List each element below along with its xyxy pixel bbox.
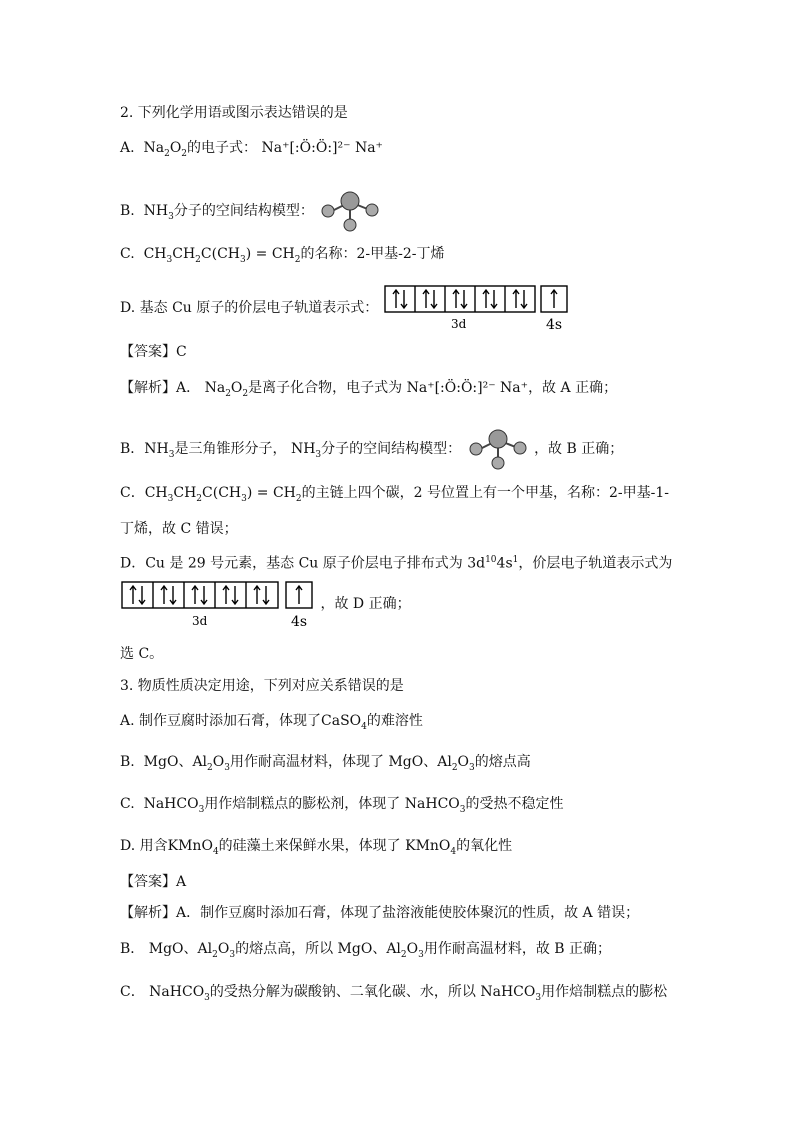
q3-option-d: D. 用含KMnO$_4$的硅藻土来保鲜水果，体现了 KMnO$_4$的氧化性 xyxy=(120,838,513,857)
q2-option-b: B. $NH_3$分子的空间结构模型： xyxy=(120,190,382,232)
q2-explain-b: B．$NH_3$是三角锥形分子， $NH_3$分子的空间结构模型： ，故 B 正确； xyxy=(120,428,623,470)
q3-option-c: C. NaHCO$_3$用作焙制糕点的膨松剂，体现了 NaHCO$_3$的受热不稳定性 xyxy=(120,796,564,815)
q3-answer: 【答案】A xyxy=(120,874,187,890)
q3-option-a: A. 制作豆腐时添加石膏，体现了CaSO$_4$的难溶性 xyxy=(120,713,423,732)
nh3-ball-model-icon xyxy=(466,428,530,470)
na2o2-electron-formula: Na⁺[:Ö:Ö:]²⁻ Na⁺ xyxy=(261,140,383,156)
q2-explain-a: 【解析】A． $Na_2O_2$是离子化合物，电子式为 Na⁺[:Ö:Ö:]²⁻ Na⁺，故 A 正确； xyxy=(120,380,618,399)
q2-answer: 【答案】C xyxy=(120,344,187,360)
q2-explain-c: C．$CH_3CH_2C(CH_3) = CH_2$的主链上四个碳，2 号位置上有一个甲基，名称：2-甲基-1- xyxy=(120,485,669,504)
label-3d: 3d xyxy=(192,614,208,628)
label-3d: 3d xyxy=(450,317,467,331)
q3-option-b: B. MgO、$Al_2O_3$用作耐高温材料，体现了 MgO、$Al_2O_3$的熔点高 xyxy=(120,754,531,773)
q2-option-d: D. 基态 Cu 原子的价层电子轨道表示式： 3d 4s xyxy=(120,284,573,332)
q3-explain-b: B． MgO、$Al_2O_3$的熔点高，所以 MgO、$Al_2O_3$用作耐高温材料，故 B 正确； xyxy=(120,941,612,960)
q3-stem: 3. 物质性质决定用途，下列对应关系错误的是 xyxy=(120,678,404,694)
q3-explain-a: 【解析】A．制作豆腐时添加石膏，体现了盐溶液能使胶体聚沉的性质，故 A 错误； xyxy=(120,905,640,921)
q2-explain-c-cont: 丁烯，故 C 错误； xyxy=(120,521,238,537)
q2-explain-d-diagram: 3d 4s ，故 D 正确； xyxy=(120,580,411,628)
label-4s: 4s xyxy=(291,614,308,628)
label-4s: 4s xyxy=(545,317,562,332)
q2-choose: 选 C。 xyxy=(120,646,164,662)
q2-option-c: C. $CH_3CH_2C(CH_3) = CH_2$的名称：2-甲基-2-丁烯 xyxy=(120,246,445,265)
cu-orbital-diagram xyxy=(383,284,573,332)
q2-explain-d: D．Cu 是 29 号元素，基态 Cu 原子价层电子排布式为 $3d^{10}4s^1$，价层电子轨道表示式为 xyxy=(120,555,673,572)
cu-orbital-diagram xyxy=(120,580,316,628)
q2-stem: 2. 下列化学用语或图示表达错误的是 xyxy=(120,105,348,121)
nh3-ball-model-icon xyxy=(318,190,382,232)
q3-explain-c: C． NaHCO$_3$的受热分解为碳酸钠、二氧化碳、水，所以 NaHCO$_3$用作焙制糕点的膨松 xyxy=(120,984,668,1003)
q2-option-a: A. $Na_2O_2$的电子式： Na⁺[:Ö:Ö:]²⁻ Na⁺ xyxy=(120,140,383,159)
